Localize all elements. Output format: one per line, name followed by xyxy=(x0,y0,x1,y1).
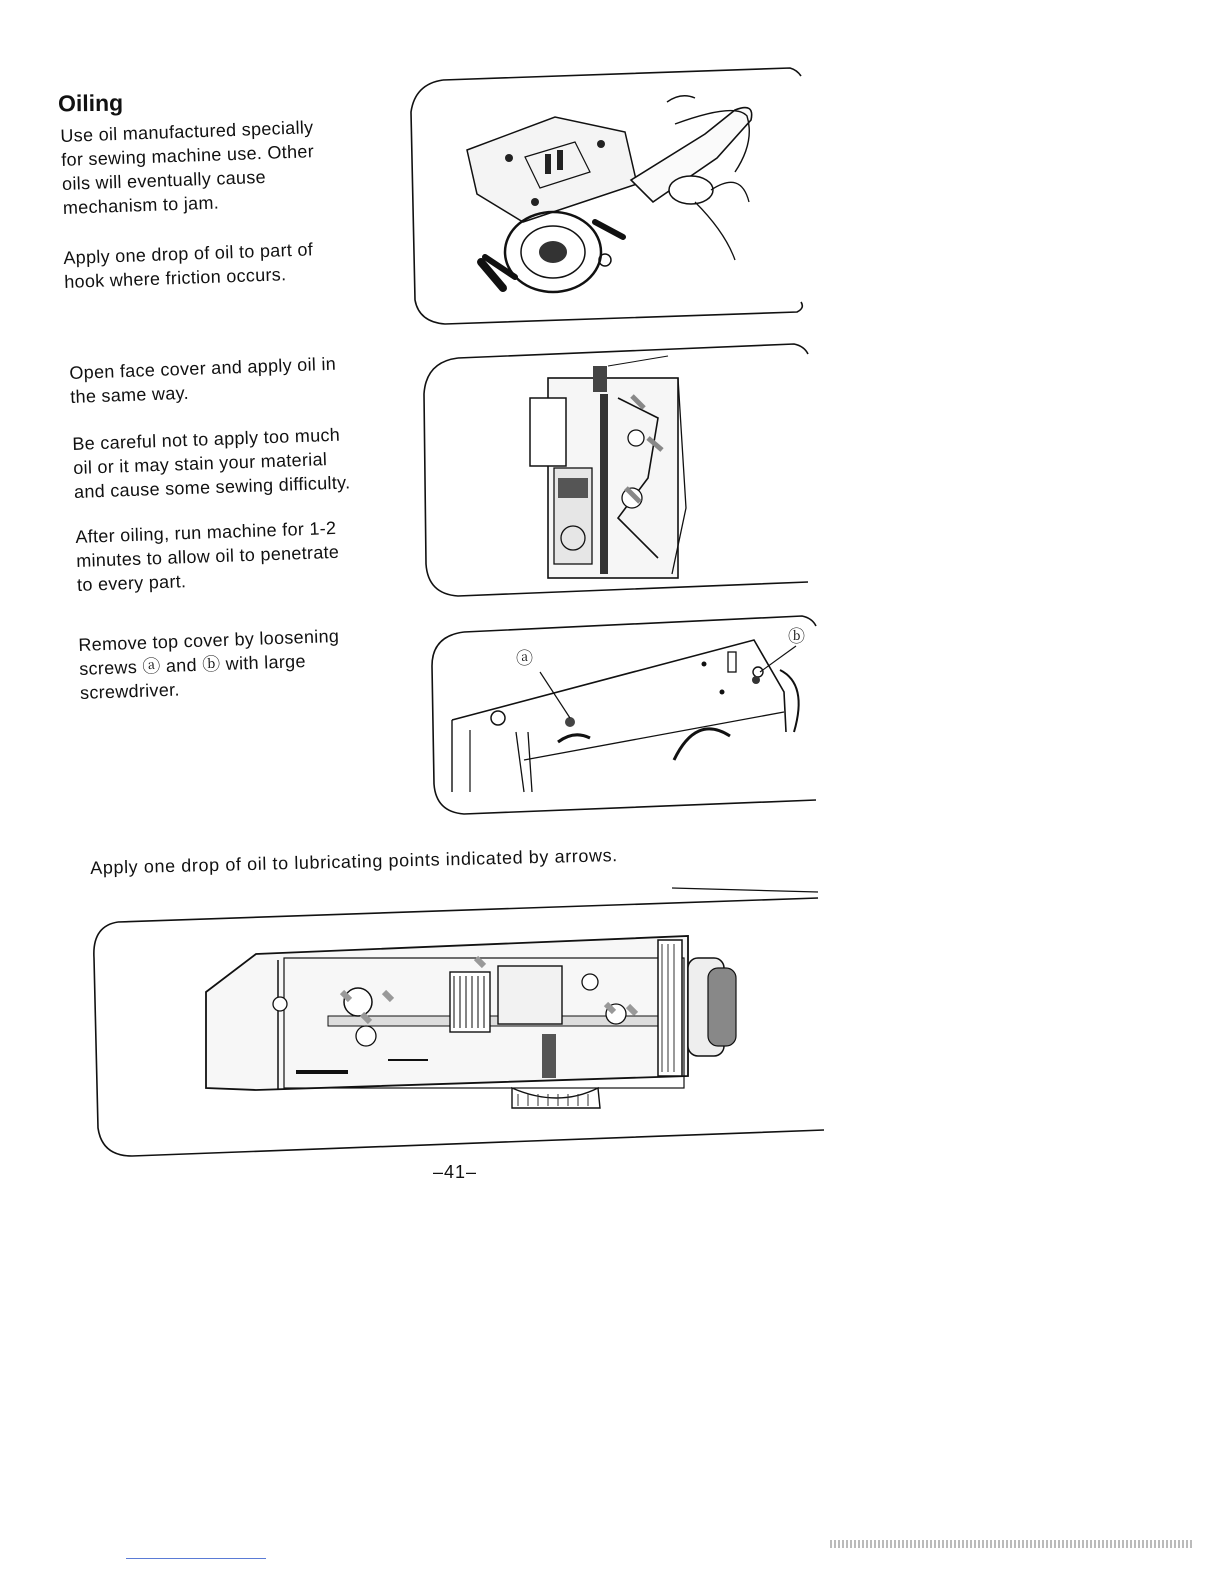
after-oiling-paragraph: After oiling, run machine for 1-2 minutes to allow oil to penetrate to every part. xyxy=(75,517,340,595)
callout-b-label: ⓑ xyxy=(788,627,805,647)
callout-a-label: ⓐ xyxy=(516,649,533,669)
oil-type-paragraph: Use oil manufactured specially for sewing machine use. Other oils will eventually cause mechanism to jam. xyxy=(60,117,315,218)
top-cover-figure xyxy=(424,612,824,818)
hook-oiling-figure xyxy=(405,62,815,330)
caption-rule xyxy=(672,884,822,894)
lubrication-caption: Apply one drop of oil to lubricating points indicated by arrows. xyxy=(90,845,619,878)
scan-artifact-band xyxy=(830,1540,1194,1548)
scan-artifact-line xyxy=(126,1558,266,1559)
face-cover-figure xyxy=(418,338,818,600)
careful-paragraph: Be careful not to apply too much oil or it may stain your material and cause some sewing difficulty. xyxy=(72,424,351,502)
top-cover-paragraph: Remove top cover by loosening screws ⓐ and ⓑ with large screwdriver. xyxy=(78,625,340,703)
machine-interior-figure xyxy=(88,896,828,1160)
hook-paragraph: Apply one drop of oil to part of hook where friction occurs. xyxy=(63,239,314,292)
section-title: Oiling xyxy=(57,89,124,117)
page-number: –41– xyxy=(433,1162,478,1182)
face-cover-paragraph: Open face cover and apply oil in the same way. xyxy=(69,353,337,407)
